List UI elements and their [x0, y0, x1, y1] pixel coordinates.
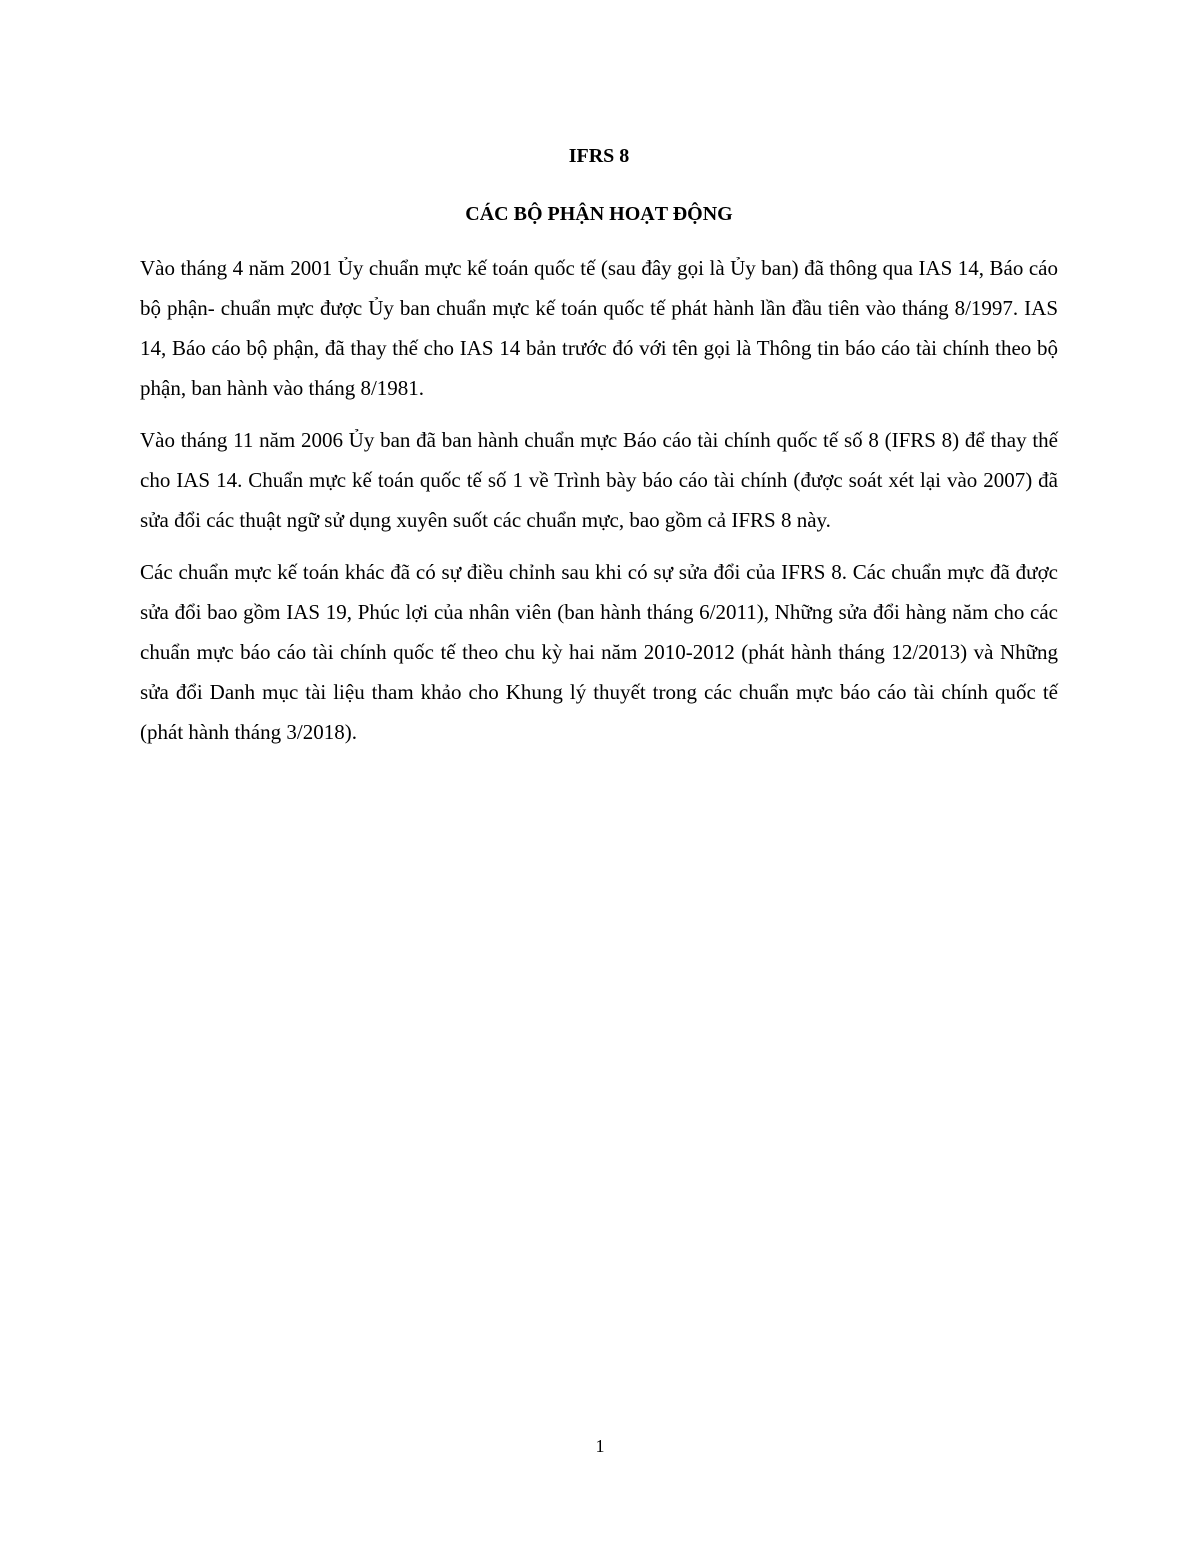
paragraph-3: Các chuẩn mực kế toán khác đã có sự điều chỉnh sau khi có sự sửa đổi của IFRS 8. Các chuẩn mực đã được sửa đổi bao gồm IAS 19, Phúc lợi của nhân viên (ban hành tháng 6/2011), Những sửa đổi hàng năm cho các chuẩn mực báo cáo tài chính quốc tế theo chu kỳ hai năm 2010-2012 (phát hành tháng 12/2013) và Những sửa đổi Danh mục tài liệu tham khảo cho Khung lý thuyết trong các chuẩn mực báo cáo tài chính quốc tế (phát hành tháng 3/2018). — [140, 560, 1058, 744]
document-subtitle: CÁC BỘ PHẬN HOẠT ĐỘNG — [465, 203, 733, 225]
page-content — [140, 138, 1058, 752]
document-title: IFRS 8 — [568, 145, 630, 167]
page-number: 1 — [595, 1436, 605, 1456]
paragraph-1: Vào tháng 4 năm 2001 Ủy chuẩn mực kế toán quốc tế (sau đây gọi là Ủy ban) đã thông qua IAS 14, Báo cáo bộ phận- chuẩn mực được Ủy ban chuẩn mực kế toán quốc tế phát hành lần đầu tiên vào tháng 8/1997. IAS 14, Báo cáo bộ phận, đã thay thế cho IAS 14 bản trước đó với tên gọi là Thông tin báo cáo tài chính theo bộ phận, ban hành vào tháng 8/1981. — [140, 256, 1058, 400]
paragraph-2: Vào tháng 11 năm 2006 Ủy ban đã ban hành chuẩn mực Báo cáo tài chính quốc tế số 8 (IFRS 8) để thay thế cho IAS 14. Chuẩn mực kế toán quốc tế số 1 về Trình bày báo cáo tài chính (được soát xét lại vào 2007) đã sửa đổi các thuật ngữ sử dụng xuyên suốt các chuẩn mực, bao gồm cả IFRS 8 này. — [140, 428, 1058, 532]
